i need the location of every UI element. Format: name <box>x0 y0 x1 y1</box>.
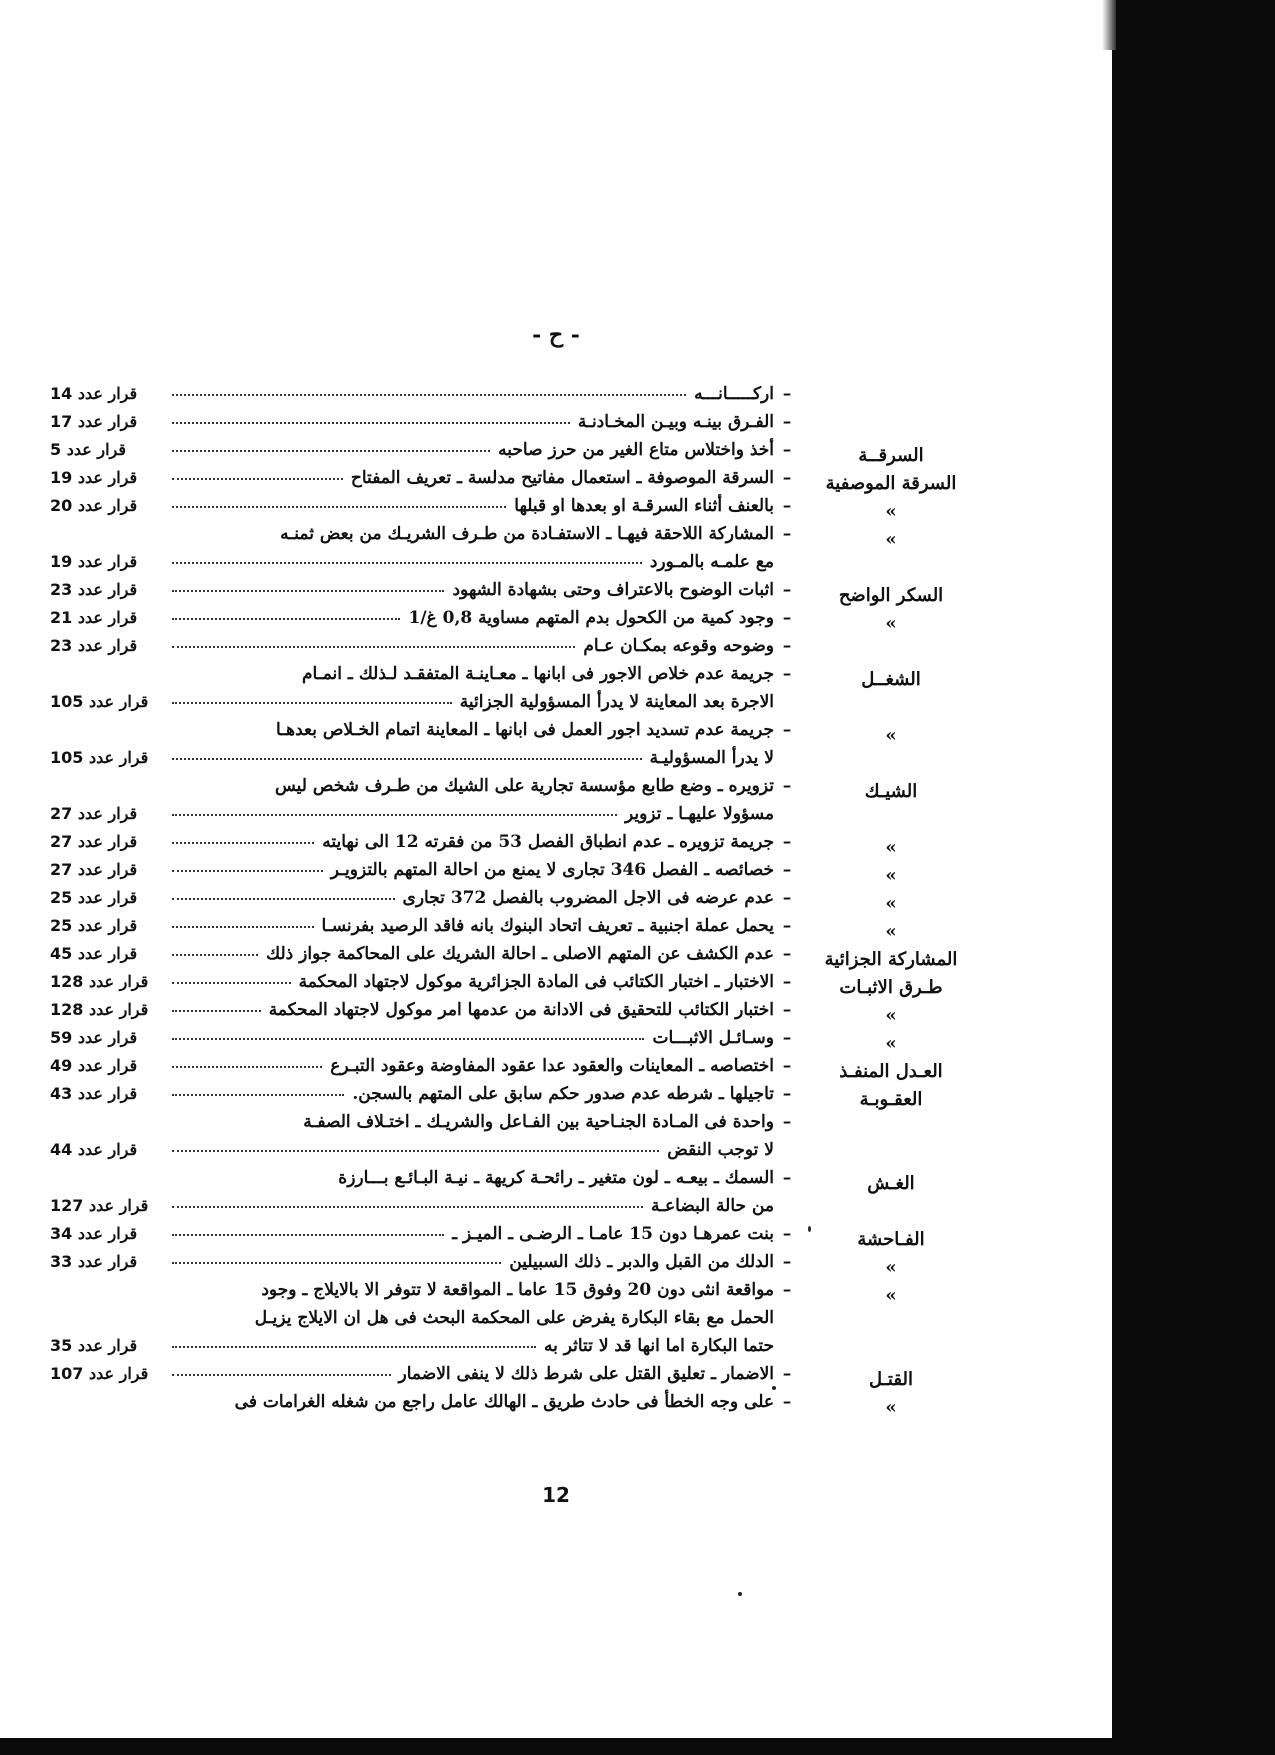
index-row <box>50 1360 966 1388</box>
index-topic: » <box>885 921 897 942</box>
index-entry-text: من حالة البضاعـة <box>168 1192 774 1220</box>
index-row <box>50 576 966 604</box>
dot-leader <box>172 1374 391 1376</box>
entry-dash: – <box>782 496 792 516</box>
decision-reference: قرار عدد 45 <box>50 944 138 963</box>
entry-dash: – <box>782 720 792 740</box>
index-row <box>50 464 966 492</box>
index-topic: الغـش <box>867 1173 915 1194</box>
scan-speck <box>738 1592 742 1596</box>
decision-reference: قرار عدد 27 <box>50 860 138 879</box>
index-topic: المشاركة الجزائية <box>824 949 958 970</box>
entry-dash: – <box>782 608 792 628</box>
index-entry-text: اختصاصه ـ المعاينات والعقود عدا عقود المفاوضة وعقود التبـرع <box>168 1052 774 1080</box>
index-entry-text: يحمل عملة اجنبية ـ تعريف اتحاد البنوك بانه فاقد الرصيد بفرنسـا <box>168 912 774 940</box>
index-entry-text: الاختبار ـ اختبار الكتائب فى المادة الجزائرية موكول لاجتهاد المحكمة <box>168 968 774 996</box>
index-entry-text: خصائصه ـ الفصل 346 تجارى لا يمنع من احالة المتهم بالتزويـر <box>168 856 774 884</box>
entry-dash: – <box>782 944 792 964</box>
entry-dash: – <box>782 580 792 600</box>
entry-dash: – <box>782 524 792 544</box>
dot-leader <box>172 1262 501 1264</box>
index-entry-text: جريمة تزويره ـ عدم انطباق الفصل 53 من فقرته 12 الى نهايته <box>168 828 774 856</box>
index-topic: » <box>885 1257 897 1278</box>
decision-reference: قرار عدد 17 <box>50 412 138 431</box>
dot-leader <box>172 506 506 508</box>
decision-reference: قرار عدد 19 <box>50 552 138 571</box>
index-row <box>50 604 966 632</box>
entry-dash: – <box>782 1224 792 1244</box>
decision-reference: قرار عدد 128 <box>50 1000 149 1019</box>
index-entry-text: السرقة الموصوفة ـ استعمال مفاتيح مدلسة ـ تعريف المفتاح <box>168 464 774 492</box>
entry-dash: – <box>782 636 792 656</box>
dot-leader <box>172 1094 344 1096</box>
decision-reference: قرار عدد 35 <box>50 1336 138 1355</box>
scan-speck <box>772 1386 776 1390</box>
entry-dash: – <box>782 1364 792 1384</box>
index-topic: الشيـك <box>864 781 918 802</box>
index-entry-text: عدم الكشف عن المتهم الاصلى ـ احالة الشريك على المحاكمة جواز ذلك <box>168 940 774 968</box>
decision-reference: قرار عدد 27 <box>50 832 138 851</box>
index-row <box>50 856 966 884</box>
index-entry-text: جريمة عدم تسديد اجور العمل فى ابانها ـ المعاينة اتمام الخـلاص بعدهـا <box>275 720 774 740</box>
decision-reference: قرار عدد 33 <box>50 1252 138 1271</box>
index-table <box>50 380 966 1416</box>
index-row <box>50 1248 966 1276</box>
index-row <box>50 716 966 744</box>
entry-dash: – <box>782 1112 792 1132</box>
decision-reference: قرار عدد 43 <box>50 1084 138 1103</box>
entry-dash: – <box>782 972 792 992</box>
dot-leader <box>172 590 444 592</box>
index-row <box>50 408 966 436</box>
index-entry-text: الدلك من القبل والدبر ـ ذلك السبيلين <box>168 1248 774 1276</box>
index-topic: » <box>885 613 897 634</box>
entry-dash: – <box>782 440 792 460</box>
index-topic: السرقة الموصفية <box>825 473 957 494</box>
index-topic: » <box>885 529 897 550</box>
index-entry-text: بنت عمرهـا دون 15 عامـا ـ الرضـى ـ الميـز ـ <box>168 1220 774 1248</box>
index-row <box>50 1220 966 1248</box>
decision-reference: قرار عدد 49 <box>50 1056 138 1075</box>
dot-leader <box>172 1010 261 1012</box>
index-row <box>50 828 966 856</box>
dot-leader <box>172 982 291 984</box>
scan-dark-edge-right <box>1112 0 1275 1755</box>
index-topic: » <box>885 1005 897 1026</box>
index-row <box>50 1304 966 1332</box>
index-row <box>50 548 966 576</box>
index-entry-text: اثبات الوضوح بالاعتراف وحتى بشهادة الشهود <box>168 576 774 604</box>
dot-leader <box>172 1066 322 1068</box>
index-entry-text: الاضمار ـ تعليق القتل على شرط ذلك لا ينفى الاضمار <box>168 1360 774 1388</box>
decision-reference: قرار عدد 127 <box>50 1196 149 1215</box>
dot-leader <box>172 394 686 396</box>
index-topic: » <box>885 1033 897 1054</box>
decision-reference: قرار عدد 14 <box>50 384 138 403</box>
index-entry-text: وضوحه وقوعه بمكـان عـام <box>168 632 774 660</box>
index-entry-text: السمك ـ بيعـه ـ لون متغير ـ رائحـة كريهة ـ نيـة البـائـع بـــارزة <box>338 1168 774 1188</box>
dot-leader <box>172 646 575 648</box>
index-entry-text: حتما البكارة اما انها قد لا تتاثر به <box>168 1332 774 1360</box>
index-row <box>50 800 966 828</box>
index-topic: السرقــة <box>858 445 924 466</box>
entry-dash: – <box>782 776 792 796</box>
index-topic: الفـاحشة <box>857 1229 925 1250</box>
entry-dash: – <box>782 1392 792 1412</box>
index-entry-text: المشاركة اللاحقة فيهـا ـ الاستفـادة من طـرف الشريـك من بعض ثمنـه <box>280 524 774 544</box>
entry-dash: – <box>782 384 792 404</box>
index-entry-text: اركـــــانـــه <box>168 380 774 408</box>
dot-leader <box>172 1234 444 1236</box>
index-topic: طـرق الاثبـات <box>839 977 943 998</box>
index-row <box>50 772 966 800</box>
index-entry-text: اختبار الكتائب للتحقيق فى الادانة من عدمها امر موكول لاجتهاد المحكمة <box>168 996 774 1024</box>
entry-dash: – <box>782 888 792 908</box>
index-row <box>50 996 966 1024</box>
index-row <box>50 1080 966 1108</box>
index-entry-text: جريمة عدم خلاص الاجور فى ابانها ـ معـاينـة المتفقـد لـذلك ـ انمـام <box>302 664 774 684</box>
entry-dash: – <box>782 1252 792 1272</box>
index-entry-text: أخذ واختلاس متاع الغير من حرز صاحبه <box>168 436 774 464</box>
index-entry-text: مع علمـه بالمـورد <box>168 548 774 576</box>
scan-dark-edge-bottom <box>0 1738 1275 1755</box>
dot-leader <box>172 702 452 704</box>
index-row <box>50 1332 966 1360</box>
index-row <box>50 940 966 968</box>
index-entry-text: عدم عرضه فى الاجل المضروب بالفصل 372 تجارى <box>168 884 774 912</box>
decision-reference: قرار عدد 19 <box>50 468 138 487</box>
index-topic: » <box>885 1397 897 1418</box>
page-number: 12 <box>542 1483 570 1507</box>
index-topic: » <box>885 837 897 858</box>
scan-speck <box>808 1226 811 1232</box>
dot-leader <box>172 450 490 452</box>
index-row <box>50 968 966 996</box>
entry-dash: – <box>782 1168 792 1188</box>
index-row <box>50 1192 966 1220</box>
decision-reference: قرار عدد 23 <box>50 636 138 655</box>
index-row <box>50 1136 966 1164</box>
entry-dash: – <box>782 1084 792 1104</box>
index-row <box>50 912 966 940</box>
index-topic: العـدل المنفـذ <box>839 1061 943 1082</box>
index-row <box>50 1276 966 1304</box>
index-topic: السكر الواضح <box>838 585 944 606</box>
index-entry-text: تزويره ـ وضع طابع مؤسسة تجارية على الشيك من طـرف شخص ليس <box>274 776 774 796</box>
dot-leader <box>172 478 343 480</box>
dot-leader <box>172 926 314 928</box>
decision-reference: قرار عدد 25 <box>50 916 138 935</box>
index-row <box>50 1388 966 1416</box>
entry-dash: – <box>782 1028 792 1048</box>
entry-dash: – <box>782 1280 792 1300</box>
dot-leader <box>172 842 314 844</box>
dot-leader <box>172 1346 536 1348</box>
index-topic: » <box>885 865 897 886</box>
index-entry-text: لا توجب النقض <box>168 1136 774 1164</box>
entry-dash: – <box>782 916 792 936</box>
decision-reference: قرار عدد 59 <box>50 1028 138 1047</box>
index-row <box>50 436 966 464</box>
decision-reference: قرار عدد 34 <box>50 1224 138 1243</box>
entry-dash: – <box>782 860 792 880</box>
index-entry-text: وجود كمية من الكحول بدم المتهم مساوية 0,8 غ/1 <box>168 604 774 632</box>
index-topic: » <box>885 1285 897 1306</box>
decision-reference: قرار عدد 128 <box>50 972 149 991</box>
index-row <box>50 1164 966 1192</box>
dot-leader <box>172 898 395 900</box>
dot-leader <box>172 1038 644 1040</box>
decision-reference: قرار عدد 21 <box>50 608 138 627</box>
index-entry-text: واحدة فى المـادة الجنـاحية بين الفـاعل والشريـك ـ اختـلاف الصفـة <box>303 1112 774 1132</box>
index-topic: » <box>885 893 897 914</box>
page-letter-header: - ح - <box>532 322 580 348</box>
index-topic: » <box>885 501 897 522</box>
index-row <box>50 884 966 912</box>
index-entry-text: الحمل مع بقاء البكارة يفرض على المحكمة البحث فى هل ان الايلاج يزيـل <box>254 1308 774 1328</box>
index-entry-text: الاجرة بعد المعاينة لا يدرأ المسؤولية الجزائية <box>168 688 774 716</box>
index-row <box>50 520 966 548</box>
decision-reference: قرار عدد 23 <box>50 580 138 599</box>
decision-reference: قرار عدد 27 <box>50 804 138 823</box>
index-topic: العقـوبـة <box>859 1089 923 1110</box>
entry-dash: – <box>782 664 792 684</box>
index-row <box>50 1052 966 1080</box>
dot-leader <box>172 1206 643 1208</box>
index-topic: الشغــل <box>861 669 921 690</box>
index-entry-text: وسـائـل الاثبـــات <box>168 1024 774 1052</box>
index-row <box>50 688 966 716</box>
index-row <box>50 632 966 660</box>
dot-leader <box>172 814 617 816</box>
index-row <box>50 492 966 520</box>
index-entry-text: مسؤولا عليهـا ـ تزوير <box>168 800 774 828</box>
index-entry-text: على وجه الخطأ فى حادث طريق ـ الهالك عامل راجع من شغله الغرامات فى <box>234 1392 774 1412</box>
decision-reference: قرار عدد 105 <box>50 748 149 767</box>
index-row <box>50 1108 966 1136</box>
decision-reference: قرار عدد 44 <box>50 1140 138 1159</box>
index-topic: القتـل <box>869 1369 913 1390</box>
entry-dash: – <box>782 412 792 432</box>
dot-leader <box>172 1150 659 1152</box>
index-row <box>50 380 966 408</box>
index-entry-text: بالعنف أثناء السرقـة او بعدها او قبلها <box>168 492 774 520</box>
entry-dash: – <box>782 1056 792 1076</box>
dot-leader <box>172 422 570 424</box>
index-row <box>50 1024 966 1052</box>
dot-leader <box>172 870 323 872</box>
decision-reference: قرار عدد 20 <box>50 496 138 515</box>
decision-reference: قرار عدد 5 <box>50 440 127 459</box>
entry-dash: – <box>782 832 792 852</box>
scan-page-curl <box>1102 0 1116 50</box>
entry-dash: – <box>782 1000 792 1020</box>
index-entry-text: تاجيلها ـ شرطه عدم صدور حكم سابق على المتهم بالسجن. <box>168 1080 774 1108</box>
dot-leader <box>172 954 258 956</box>
index-row <box>50 660 966 688</box>
entry-dash: – <box>782 468 792 488</box>
index-entry-text: لا يدرأ المسؤوليـة <box>168 744 774 772</box>
decision-reference: قرار عدد 107 <box>50 1364 149 1383</box>
index-entry-text: مواقعة انثى دون 20 وفوق 15 عاما ـ المواقعة لا تتوفر الا بالايلاج ـ وجود <box>261 1280 774 1300</box>
decision-reference: قرار عدد 105 <box>50 692 149 711</box>
dot-leader <box>172 618 400 620</box>
index-row <box>50 744 966 772</box>
decision-reference: قرار عدد 25 <box>50 888 138 907</box>
dot-leader <box>172 562 642 564</box>
index-topic: » <box>885 725 897 746</box>
index-entry-text: الفـرق بينـه وبيـن المخـادنـة <box>168 408 774 436</box>
dot-leader <box>172 758 642 760</box>
